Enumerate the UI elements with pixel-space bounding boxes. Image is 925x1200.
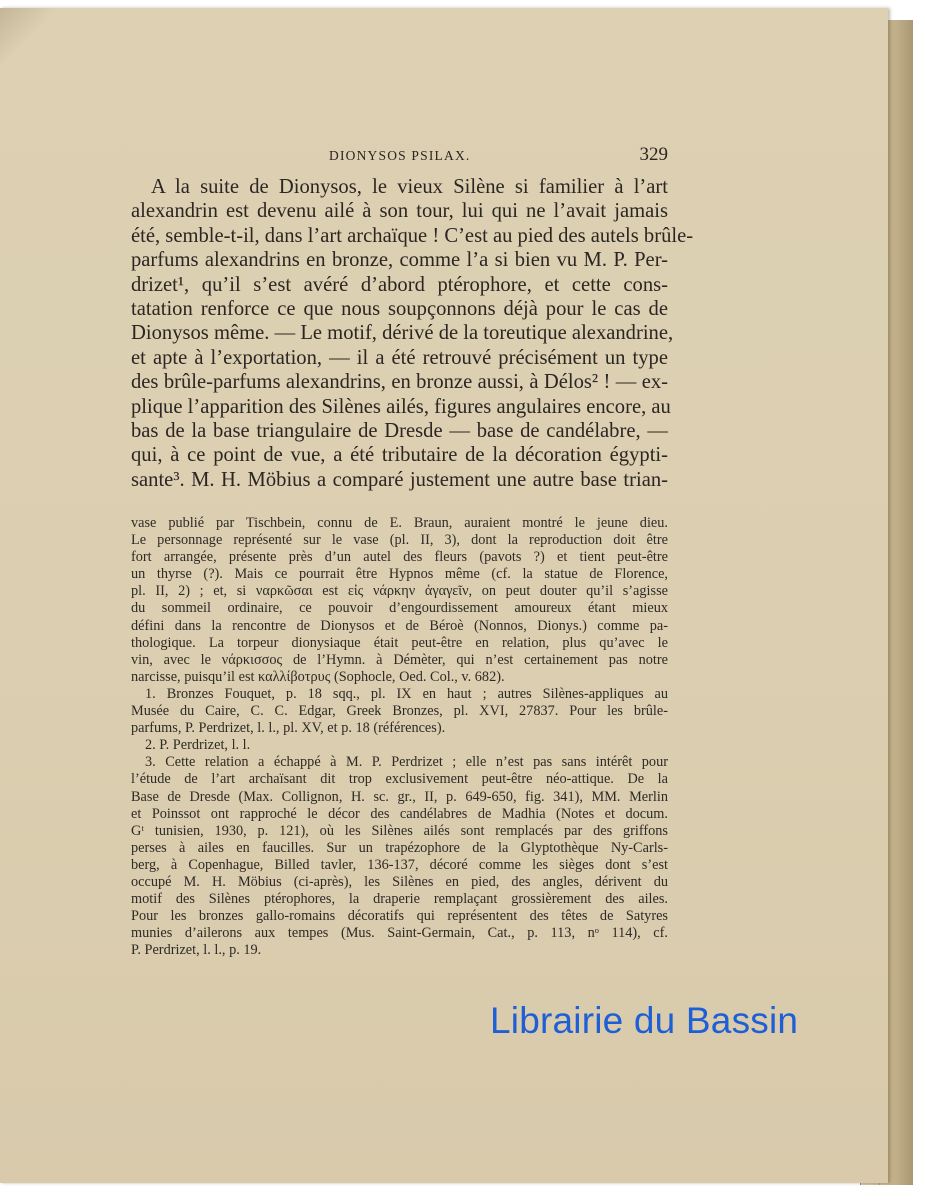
body-line: et apte à l’exportation, — il a été retrouvé précisément un type: [131, 346, 668, 369]
footnote-line: vin, avec le νάρκισσος de l’Hymn. à Démèter, qui n’est certainement pas notre: [131, 651, 668, 668]
footnote-1: 1. Bronzes Fouquet, p. 18 sqq., pl. IX en haut ; autres Silènes-appliques au: [145, 685, 668, 702]
footnote-line: thologique. La torpeur dionysiaque était peut-être en relation, plus qu’avec le: [131, 634, 668, 651]
footnote-line: pl. II, 2) ; et, si ναρκῶσαι est εἰς νάρκην ἀγαγεῖν, on peut douter qu’il s’agisse: [131, 583, 668, 600]
footnote-line: occupé M. H. Möbius (ci-après), les Silènes en pied, des angles, dérivent du: [131, 873, 668, 890]
body-line: des brûle-parfums alexandrins, en bronze aussi, à Délos² ! — ex-: [131, 371, 668, 394]
footnote-line: vase publié par Tischbein, connu de E. Braun, auraient montré le jeune dieu.: [131, 515, 668, 531]
running-head: [131, 140, 668, 170]
body-line: tatation renforce ce que nous soupçonnons déjà pour le cas de: [131, 297, 668, 320]
page-corner-crease: [0, 8, 60, 98]
footnote-line: Musée du Caire, C. C. Edgar, Greek Bronzes, pl. XVI, 27837. Pour les brûle-: [131, 703, 668, 720]
footnote-line: perses à ailes en faucilles. Sur un trapézophore de la Glyptothèque Ny-Carls-: [131, 839, 668, 856]
body-line: été, semble-t-il, dans l’art archaïque ! C’est au pied des autels brûle-: [131, 224, 694, 247]
footnote-3: 3. Cette relation a échappé à M. P. Perdrizet ; elle n’est pas sans intérêt pour: [145, 754, 668, 771]
footnotes: [131, 515, 668, 959]
body-line: qui, à ce point de vue, a été tributaire de la décoration égypti-: [131, 444, 668, 467]
footnote-2: 2. P. Perdrizet, l. l.: [145, 737, 251, 754]
body-line: parfums alexandrins en bronze, comme l’a si bien vu M. P. Per-: [131, 249, 668, 272]
footnote-line: fort arrangée, présente près d’un autel des fleurs (pavots ?) et tient peut-être: [131, 549, 668, 566]
footnote-line: défini dans la rencontre de Dionysos et de Béroè (Nonnos, Dionys.) comme pa-: [131, 617, 668, 634]
body-line: sante³. M. H. Möbius a comparé justement une autre base trian-: [131, 468, 668, 491]
footnote-line: du sommeil ordinaire, ce pouvoir d’engourdissement amoureux étant mieux: [131, 600, 668, 617]
footnote-line: Base de Dresde (Max. Collignon, H. sc. gr., II, p. 649-650, fig. 341), MM. Merlin: [131, 788, 668, 805]
body-line: bas de la base triangulaire de Dresde — base de candélabre, —: [131, 419, 668, 442]
seller-watermark: Librairie du Bassin: [490, 1000, 799, 1041]
footnote-line: narcisse, puisqu’il est καλλίβοτρυς (Sophocle, Oed. Col., v. 682).: [131, 668, 505, 685]
footnote-line: un thyrse (?). Mais ce pourrait être Hypnos même (cf. la statue de Florence,: [131, 566, 668, 583]
body-line: A la suite de Dionysos, le vieux Silène si familier à l’art: [151, 176, 668, 198]
footnote-line: berg, à Copenhague, Billed tavler, 136-137, décoré comme les sièges dont s’est: [131, 856, 668, 873]
footnote-line: Gᵗ tunisien, 1930, p. 121), où les Silènes ailés sont remplacés par des griffons: [131, 822, 668, 839]
body-line: plique l’apparition des Silènes ailés, figures angulaires encore, au: [131, 395, 671, 418]
footnote-line: Le personnage représenté sur le vase (pl. II, 3), dont la reproduction doit être: [131, 532, 668, 549]
footnote-line: Pour les bronzes gallo-romains décoratifs qui représentent des têtes de Satyres: [131, 908, 668, 925]
body-line: alexandrin est devenu ailé à son tour, lui qui ne l’avait jamais: [131, 200, 668, 223]
running-title: DIONYSOS PSILAX.: [329, 148, 471, 163]
main-paragraph: [131, 175, 694, 492]
footnote-line: motif des Silènes ptérophores, la draperie remplaçant grossièrement des ailes.: [131, 891, 668, 908]
footnote-line: munies d’ailerons aux tempes (Mus. Saint-Germain, Cat., p. 113, nᵒ 114), cf.: [131, 925, 668, 942]
body-line: Dionysos même. — Le motif, dérivé de la toreutique alexandrine,: [131, 322, 674, 345]
page-number: 329: [639, 144, 668, 165]
body-line: drizet¹, qu’il s’est avéré d’abord ptérophore, et cette cons-: [131, 273, 668, 296]
footnote-line: P. Perdrizet, l. l., p. 19.: [131, 942, 262, 959]
footnote-line: l’étude de l’art archaïsant dit trop exclusivement peut-être néo-attique. De la: [131, 771, 668, 788]
footnote-line: parfums, P. Perdrizet, l. l., pl. XV, et p. 18 (références).: [131, 720, 446, 737]
footnote-line: et Poinssot ont rapproché le décor des candélabres de Madhia (Notes et docum.: [131, 805, 668, 822]
